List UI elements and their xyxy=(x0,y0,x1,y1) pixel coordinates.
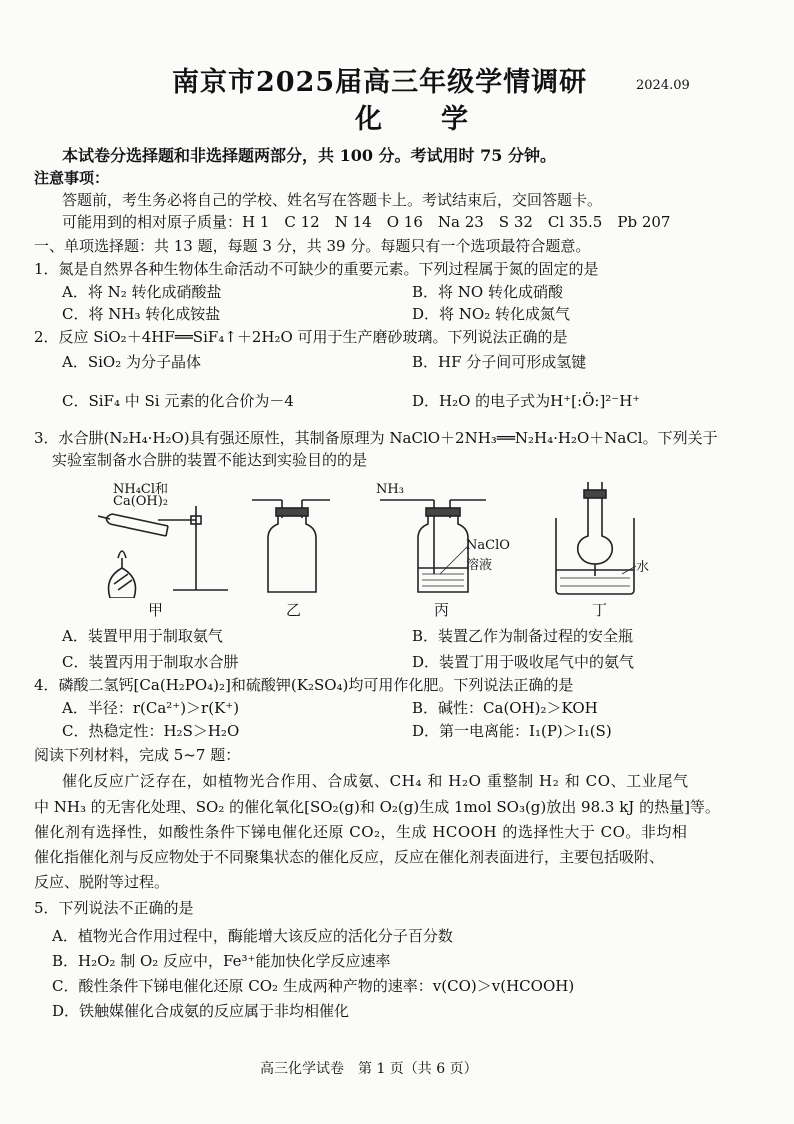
page-footer: 高三化学试卷 第 1 页（共 6 页） xyxy=(260,1061,478,1077)
section-1-heading: 一、单项选择题：共 13 题，每题 3 分，共 39 分。每题只有一个选项最符合题意。 xyxy=(34,237,591,255)
q5-stem: 5．下列说法不正确的是 xyxy=(34,899,194,917)
q3-option-b: B．装置乙作为制备过程的安全瓶 xyxy=(412,627,634,645)
q3-option-d: D．装置丁用于吸收尾气中的氨气 xyxy=(412,653,635,671)
q2-option-d: D．H₂O 的电子式为H⁺[:Ö:]²⁻H⁺ xyxy=(412,392,641,410)
q2-option-c: C．SiF₄ 中 Si 元素的化合价为－4 xyxy=(62,392,294,410)
label-naclo-2: 溶液 xyxy=(466,558,493,573)
q4-option-c: C．热稳定性：H₂S＞H₂O xyxy=(62,722,240,740)
reading-line-4: 催化指催化剂与反应物处于不同聚集状态的催化反应，反应在催化剂表面进行，主要包括吸附、 xyxy=(34,848,665,866)
q3-stem-line-1: 3．水合肼(N₂H₄·H₂O)具有强还原性，其制备原理为 NaClO＋2NH₃══N₂H₄·H₂O＋NaCl。下列关于 xyxy=(34,429,718,447)
q1-option-b: B．将 NO 转化成硝酸 xyxy=(412,283,563,301)
apparatus-yi-diagram xyxy=(252,494,332,596)
q3-option-c: C．装置丙用于制取水合肼 xyxy=(62,653,239,671)
q4-option-d: D．第一电离能：I₁(P)＞I₁(S) xyxy=(412,722,612,740)
q4-stem: 4．磷酸二氢钙[Ca(H₂PO₄)₂]和硫酸钾(K₂SO₄)均可用作化肥。下列说法正确的是 xyxy=(34,676,574,694)
label-nh3: NH₃ xyxy=(376,482,404,497)
label-reagent-2: Ca(OH)₂ xyxy=(113,494,169,509)
q4-option-b: B．碱性：Ca(OH)₂＞KOH xyxy=(412,699,598,717)
notes-heading: 注意事项： xyxy=(34,169,110,187)
q2-option-b: B．HF 分子间可形成氢键 xyxy=(412,353,587,371)
label-water: 水 xyxy=(636,560,650,575)
notes-line-1: 答题前，考生务必将自己的学校、姓名写在答题卡上。考试结束后，交回答题卡。 xyxy=(62,191,603,209)
exam-title: 南京市2025届高三年级学情调研 xyxy=(172,67,588,98)
q3-stem-line-2: 实验室制备水合肼的装置不能达到实验目的的是 xyxy=(52,451,368,469)
apparatus-ding-diagram xyxy=(552,478,652,598)
reading-intro: 阅读下列材料，完成 5~7 题： xyxy=(34,746,241,764)
q3-option-a: A．装置甲用于制取氨气 xyxy=(62,627,223,645)
q5-option-b: B．H₂O₂ 制 O₂ 反应中，Fe³⁺能加快化学反应速率 xyxy=(52,952,391,970)
subject-title: 化 学 xyxy=(355,104,484,135)
label-naclo-1: NaClO xyxy=(466,538,510,553)
reading-line-5: 反应、脱附等过程。 xyxy=(34,873,170,891)
q2-stem: 2．反应 SiO₂＋4HF══SiF₄↑＋2H₂O 可用于生产磨砂玻璃。下列说法正确的是 xyxy=(34,328,568,346)
q5-option-a: A．植物光合作用过程中，酶能增大该反应的活化分子百分数 xyxy=(52,927,453,945)
exam-date: 2024.09 xyxy=(636,78,690,93)
caption-bing: 丙 xyxy=(434,601,450,619)
q5-option-d: D．铁触媒催化合成氨的反应属于非均相催化 xyxy=(52,1002,350,1020)
q2-option-a: A．SiO₂ 为分子晶体 xyxy=(62,353,201,371)
caption-jia: 甲 xyxy=(148,601,164,619)
reading-line-2: 中 NH₃ 的无害化处理、SO₂ 的催化氧化[SO₂(g)和 O₂(g)生成 1mol SO₃(g)放出 98.3 kJ 的热量]等。 xyxy=(34,798,720,816)
q1-option-a: A．将 N₂ 转化成硝酸盐 xyxy=(62,283,222,301)
q1-option-c: C．将 NH₃ 转化成铵盐 xyxy=(62,305,221,323)
q4-option-a: A．半径：r(Ca²⁺)＞r(K⁺) xyxy=(62,699,240,717)
label-reagent-1: NH₄Cl和 xyxy=(113,482,169,497)
notes-line-2: 可能用到的相对原子质量：H 1 C 12 N 14 O 16 Na 23 S 32 Cl 35.5 Pb 207 xyxy=(62,213,671,231)
caption-ding: 丁 xyxy=(592,601,608,619)
q1-stem: 1．氮是自然界各种生物体生命活动不可缺少的重要元素。下列过程属于氮的固定的是 xyxy=(34,260,599,278)
q5-option-c: C．酸性条件下锑电催化还原 CO₂ 生成两种产物的速率：v(CO)＞v(HCOOH) xyxy=(52,977,575,995)
exam-intro: 本试卷分选择题和非选择题两部分，共 100 分。考试用时 75 分钟。 xyxy=(62,146,556,165)
q1-option-d: D．将 NO₂ 转化成氮气 xyxy=(412,305,570,323)
caption-yi: 乙 xyxy=(286,601,302,619)
reading-line-1: 催化反应广泛存在，如植物光合作用、合成氨、CH₄ 和 H₂O 重整制 H₂ 和 CO、工业尾气 xyxy=(62,772,689,790)
reading-line-3: 催化剂有选择性，如酸性条件下锑电催化还原 CO₂，生成 HCOOH 的选择性大于 CO。非均相 xyxy=(34,823,688,841)
